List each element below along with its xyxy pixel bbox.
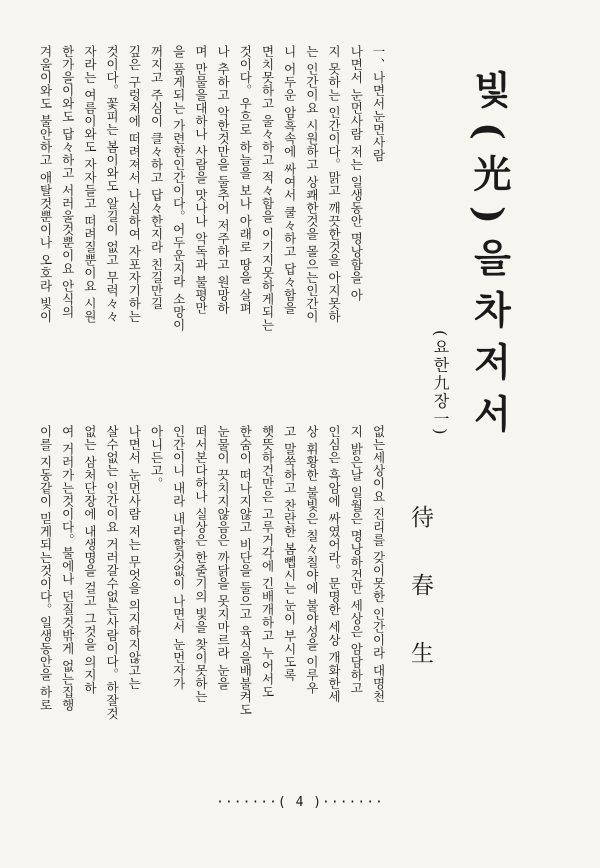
- text-column: 며 만물을대하나 사람을 맛나나 악독과 불평만: [193, 45, 209, 315]
- scripture-reference: (요한九장一): [431, 330, 450, 437]
- text-column: 눈물이 끗치지않음은 까닭을 못지마르라 눈을: [215, 425, 231, 690]
- text-column: 인심은 흑암에 싸였어라。문명한 세상 개화한세: [326, 425, 342, 703]
- text-column: 자라는 여름이와도 자자들고 떠려질뿐이요 시원: [82, 45, 98, 323]
- text-column: 꺼지고 주심이 클々하고 답々한지라 친길만길: [149, 45, 164, 310]
- author-name: 待春生: [407, 505, 433, 709]
- text-column: 한가을이와도 답々하고 서러울것뿐이요 안식의: [60, 45, 76, 319]
- text-column: 고 말쑥하고 찬란한 봄뻽시는 눈이 부시도록: [282, 425, 298, 682]
- page-number: ·······( 4 )·······: [216, 795, 384, 810]
- text-column: 나면서 눈먼사람 저는 무엇을 의지하지않고는: [126, 425, 142, 690]
- text-column: 을 품게되는 가련한인간이다。어두운지라 소망이: [171, 45, 187, 332]
- text-column: 아니든고。: [149, 425, 164, 490]
- text-column: 나면서 눈먼사람 저는 일생동안 명낭함을 아: [348, 45, 364, 302]
- text-column: 이를 지동같이 믿게되는것이다。일생동안을 하로: [38, 425, 53, 712]
- text-column: 깊은 구렁처에 떠려져서 나심하여 자포자기하는: [126, 45, 142, 323]
- text-column: 한숨이 떠나지않고 비단을 둘으고 육식을배불켜도: [237, 425, 253, 716]
- text-column: 떠서본다하나 실상은 한줄기의 빛을 찾이못하는: [193, 425, 209, 703]
- text-column: 나 추하고 악한것만을 둘추어 저주하고 원망하: [215, 45, 231, 315]
- text-column: 것이다。우흐로 하늘을 보나 아래로 땅을 살펴: [237, 45, 253, 315]
- text-column: 면치못하고 울々하고 적々함을 이기지못하게되는: [260, 45, 275, 332]
- text-column: 겨울이와도 불안하고 애탈것뿐이나 오호라 빛이: [38, 45, 53, 323]
- text-column: 一、나면서눈먼사람: [371, 45, 386, 162]
- text-column: 여 거러가는것이다。불에나 던질것밖게 없는집행: [60, 425, 76, 712]
- text-column: 살수없는 인간이요 거러갈수없는사람이다。하잘것: [104, 425, 120, 720]
- text-column: 는 인간이요 시원하고 상쾌한것을 몰으는인간이: [304, 45, 320, 323]
- text-column: 지 못하는 인간이다。맑고 깨끗한것을 아지못하: [326, 45, 342, 323]
- text-column: 상 휘황한 불빛은 칠々칠야에 불야성을 이루우: [304, 425, 320, 695]
- text-column: 지 밝은날 일월은 명낭하건만 세상은 암담하고: [348, 425, 364, 695]
- page-title: 빛(光)을차저서: [467, 70, 512, 446]
- text-column: 없는 삼처단장에 내생명을 걸고 그것을 의지하: [82, 425, 98, 695]
- text-column: 니 어두운 암흑속에 싸여서 쿨々하고 답々함을: [282, 45, 298, 315]
- text-column: 것이다。꽃피는 봄이와도 알길이 없고 무럭々々: [104, 45, 120, 323]
- text-column: 없는세상이요 진리를 갖이못한 인간이라 대명천: [371, 425, 386, 703]
- text-column: 인간이니 내라 내라할것없이 나면서 눈먼자가: [171, 425, 187, 690]
- text-column: 햇뜻하건만은 고루거각에 긴배개하고 누어서도: [260, 425, 275, 699]
